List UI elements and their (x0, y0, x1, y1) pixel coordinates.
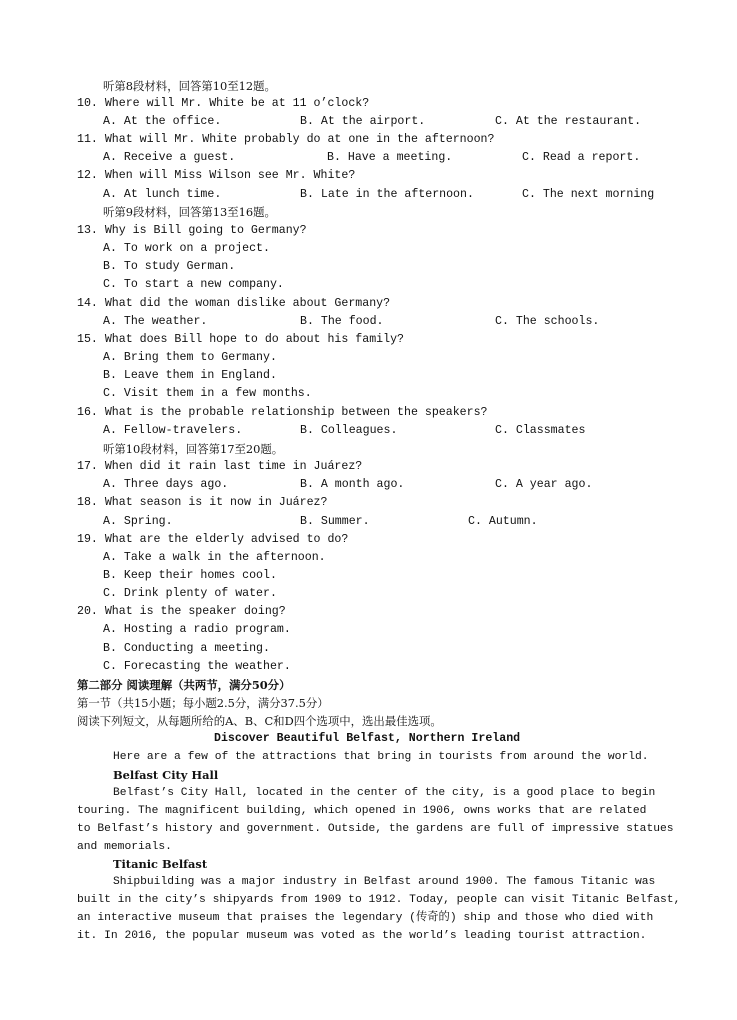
options-12 (103, 187, 703, 203)
option-c: C. Read a report. (522, 151, 641, 164)
option-c: C. Drink plenty of water. (103, 587, 277, 600)
question-12: 12. When will Miss Wilson see Mr. White? (77, 169, 356, 182)
option-a: A. Three days ago. (103, 478, 229, 491)
options-11 (103, 150, 703, 166)
option-b: B. Colleagues. (300, 424, 398, 437)
option-a: A. Hosting a radio program. (103, 623, 291, 636)
paragraph-line: touring. The magnificent building, which opened in 1906, owns works that are related (77, 805, 647, 817)
option-c: C. The next morning (522, 188, 655, 201)
section-heading-10: 听第10段材料，回答第17至20题。 (103, 442, 284, 456)
section-heading-9: 听第9段材料，回答第13至16题。 (103, 205, 276, 219)
question-13: 13. Why is Bill going to Germany? (77, 224, 307, 237)
option-a: A. Take a walk in the afternoon. (103, 551, 326, 564)
section-heading-8: 听第8段材料，回答第10至12题。 (103, 79, 276, 93)
question-20: 20. What is the speaker doing? (77, 605, 286, 618)
paragraph-line: and memorials. (77, 841, 172, 853)
options-14 (103, 314, 703, 330)
paragraph-line: an interactive museum that praises the legendary (传奇的) ship and those who died with (77, 912, 654, 924)
paragraph-line: Belfast’s City Hall, located in the center of the city, is a good place to begin (113, 787, 656, 799)
question-16: 16. What is the probable relationship between the speakers? (77, 406, 488, 419)
paragraph-line: built in the city’s shipyards from 1909 to 1912. Today, people can visit Titanic Belfast, (77, 894, 681, 906)
section-one-title: 第一节（共15小题；每小题2.5分，满分37.5分） (77, 696, 329, 710)
option-a: A. To work on a project. (103, 242, 270, 255)
option-c: C. A year ago. (495, 478, 593, 491)
option-b: B. Have a meeting. (327, 151, 453, 164)
reading-instructions: 阅读下列短文，从每题所给的A、B、C和D四个选项中，选出最佳选项。 (77, 714, 442, 728)
option-c: C. At the restaurant. (495, 115, 642, 128)
question-19: 19. What are the elderly advised to do? (77, 533, 349, 546)
option-b: B. A month ago. (300, 478, 405, 491)
paragraph-line: it. In 2016, the popular museum was voted as the world’s leading tourist attraction. (77, 930, 647, 942)
option-a: A. Spring. (103, 515, 173, 528)
options-16 (103, 423, 703, 439)
option-b: B. Leave them in England. (103, 369, 277, 382)
option-b: B. Keep their homes cool. (103, 569, 277, 582)
paragraph-line: Shipbuilding was a major industry in Belfast around 1900. The famous Titanic was (113, 876, 656, 888)
passage-intro: Here are a few of the attractions that bring in tourists from around the world. (113, 751, 649, 763)
subheading-city-hall: Belfast City Hall (113, 768, 219, 782)
option-a: A. Bring them to Germany. (103, 351, 277, 364)
option-a: A. At the office. (103, 115, 222, 128)
part-two-title: 第二部分 阅读理解（共两节，满分50分） (77, 678, 291, 692)
option-a: A. The weather. (103, 315, 208, 328)
option-b: B. The food. (300, 315, 384, 328)
paragraph-line: to Belfast’s history and government. Outside, the gardens are full of impressive statues (77, 823, 674, 835)
option-b: B. Summer. (300, 515, 370, 528)
option-a: A. Receive a guest. (103, 151, 236, 164)
question-17: 17. When did it rain last time in Juárez? (77, 460, 363, 473)
option-a: A. At lunch time. (103, 188, 222, 201)
option-c: C. Classmates (495, 424, 586, 437)
question-11: 11. What will Mr. White probably do at one in the afternoon? (77, 133, 495, 146)
subheading-titanic: Titanic Belfast (113, 857, 208, 871)
question-14: 14. What did the woman dislike about Germany? (77, 297, 391, 310)
option-b: B. Late in the afternoon. (300, 188, 474, 201)
passage-title: Discover Beautiful Belfast, Northern Ireland (214, 732, 521, 745)
option-c: C. To start a new company. (103, 278, 284, 291)
options-17 (103, 477, 703, 493)
question-18: 18. What season is it now in Juárez? (77, 496, 328, 509)
option-c: C. Visit them in a few months. (103, 387, 312, 400)
options-10 (103, 114, 703, 130)
option-c: C. The schools. (495, 315, 600, 328)
question-10: 10. Where will Mr. White be at 11 o’clock? (77, 97, 370, 110)
options-18 (103, 514, 703, 530)
question-15: 15. What does Bill hope to do about his family? (77, 333, 404, 346)
option-c: C. Forecasting the weather. (103, 660, 291, 673)
option-c: C. Autumn. (468, 515, 538, 528)
option-b: B. Conducting a meeting. (103, 642, 270, 655)
option-b: B. To study German. (103, 260, 236, 273)
option-b: B. At the airport. (300, 115, 426, 128)
option-a: A. Fellow-travelers. (103, 424, 243, 437)
